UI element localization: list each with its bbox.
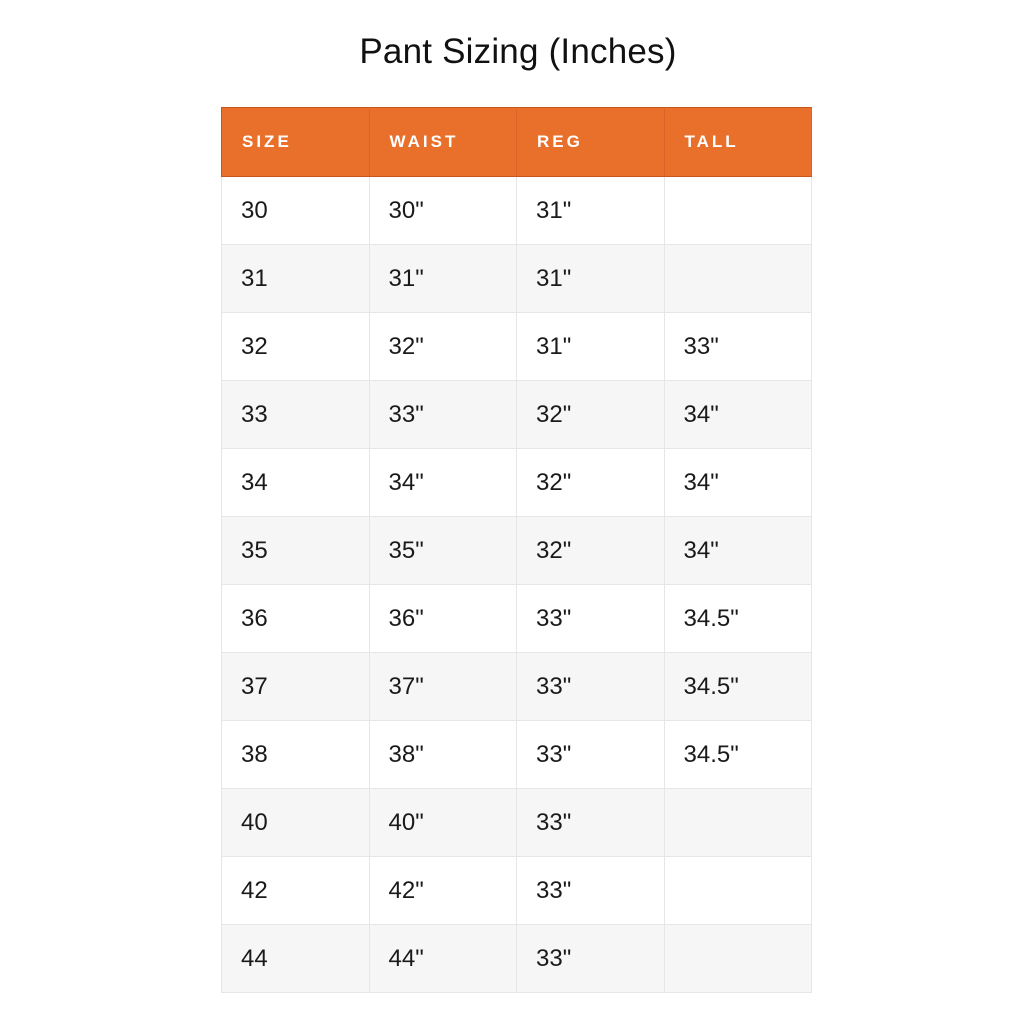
cell-tall (664, 177, 812, 245)
cell-reg: 31" (517, 245, 665, 313)
column-header-reg: REG (517, 108, 665, 177)
cell-size: 38 (222, 721, 370, 789)
table-row (222, 857, 812, 925)
table-row (222, 313, 812, 381)
cell-size: 37 (222, 653, 370, 721)
cell-reg: 32" (517, 517, 665, 585)
cell-tall (664, 925, 812, 993)
cell-reg: 33" (517, 653, 665, 721)
table-row (222, 721, 812, 789)
table-row (222, 925, 812, 993)
cell-reg: 33" (517, 721, 665, 789)
table-row (222, 245, 812, 313)
cell-waist: 33" (369, 381, 517, 449)
cell-size: 40 (222, 789, 370, 857)
table-row (222, 177, 812, 245)
table-row (222, 517, 812, 585)
cell-reg: 33" (517, 585, 665, 653)
cell-tall (664, 245, 812, 313)
cell-tall: 33" (664, 313, 812, 381)
cell-waist: 36" (369, 585, 517, 653)
cell-size: 44 (222, 925, 370, 993)
cell-size: 42 (222, 857, 370, 925)
table-row (222, 449, 812, 517)
cell-size: 36 (222, 585, 370, 653)
cell-size: 35 (222, 517, 370, 585)
cell-size: 34 (222, 449, 370, 517)
column-header-tall: TALL (664, 108, 812, 177)
table-body (222, 177, 812, 993)
table-row (222, 653, 812, 721)
cell-size: 30 (222, 177, 370, 245)
cell-reg: 32" (517, 381, 665, 449)
column-header-size: SIZE (222, 108, 370, 177)
pant-size-table (221, 107, 812, 993)
page-title: Pant Sizing (Inches) (359, 32, 677, 71)
cell-tall (664, 789, 812, 857)
table-row (222, 381, 812, 449)
column-header-waist: WAIST (369, 108, 517, 177)
cell-reg: 32" (517, 449, 665, 517)
cell-waist: 35" (369, 517, 517, 585)
cell-waist: 40" (369, 789, 517, 857)
cell-tall: 34.5" (664, 653, 812, 721)
cell-waist: 34" (369, 449, 517, 517)
cell-size: 31 (222, 245, 370, 313)
cell-tall: 34" (664, 449, 812, 517)
table-row (222, 789, 812, 857)
cell-waist: 42" (369, 857, 517, 925)
cell-waist: 30" (369, 177, 517, 245)
cell-waist: 31" (369, 245, 517, 313)
cell-tall (664, 857, 812, 925)
cell-waist: 32" (369, 313, 517, 381)
cell-waist: 44" (369, 925, 517, 993)
cell-reg: 33" (517, 789, 665, 857)
cell-reg: 31" (517, 313, 665, 381)
cell-size: 33 (222, 381, 370, 449)
table-row (222, 585, 812, 653)
table-header (222, 108, 812, 177)
cell-tall: 34.5" (664, 585, 812, 653)
header-row (222, 108, 812, 177)
cell-waist: 38" (369, 721, 517, 789)
cell-reg: 33" (517, 857, 665, 925)
cell-reg: 31" (517, 177, 665, 245)
cell-size: 32 (222, 313, 370, 381)
cell-tall: 34" (664, 517, 812, 585)
cell-waist: 37" (369, 653, 517, 721)
cell-tall: 34" (664, 381, 812, 449)
cell-reg: 33" (517, 925, 665, 993)
cell-tall: 34.5" (664, 721, 812, 789)
